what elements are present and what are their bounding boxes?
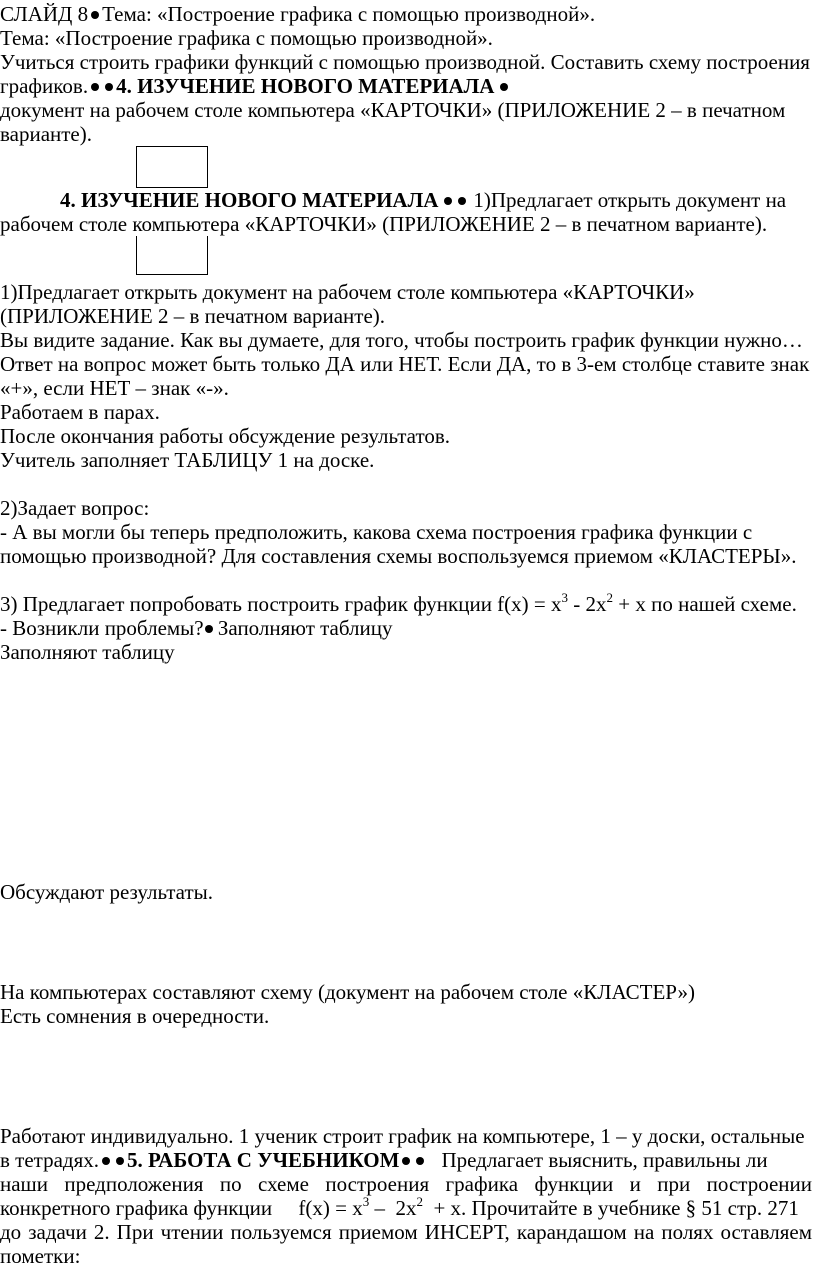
- bullet-icon: [91, 11, 99, 19]
- paragraph-line: Ответ на вопрос может быть только ДА или НЕТ. Если ДА, то в 3-ем столбце ставите знак: [0, 352, 810, 376]
- paragraph-line: пометки:: [0, 1244, 81, 1268]
- bullet-icon: [500, 83, 508, 91]
- goal-line: Учиться строить графики функций с помощью производной. Составить схему построения: [0, 50, 810, 74]
- paragraph-line: в тетрадях. 5. РАБОТА С УЧЕБНИКОМ Предлагает выяснить, правильны ли: [0, 1148, 768, 1172]
- empty-frame: [136, 236, 208, 275]
- doc-line: документ на рабочем столе компьютера «КАРТОЧКИ» (ПРИЛОЖЕНИЕ 2 – в печатном: [0, 98, 786, 122]
- bullet-icon: [458, 197, 466, 205]
- bullet-icon: [116, 1157, 124, 1165]
- paragraph-line: Заполняют таблицу: [0, 640, 175, 664]
- paragraph-line: 1)Предлагает открыть документ на рабочем столе компьютера «КАРТОЧКИ»: [0, 280, 695, 304]
- bullet-icon: [402, 1157, 410, 1165]
- bullet-icon: [205, 625, 213, 633]
- paragraph-line: Обсуждают результаты.: [0, 880, 213, 904]
- topic-line: Тема: «Построение графика с помощью производной».: [0, 26, 493, 50]
- paragraph-line: наши предположения по схеме построения графика функции и при построении: [0, 1172, 812, 1196]
- goal-line-2: графиков. 4. ИЗУЧЕНИЕ НОВОГО МАТЕРИАЛА: [0, 74, 511, 98]
- paragraph-line: Работают индивидуально. 1 ученик строит график на компьютере, 1 – у доски, остальные: [0, 1124, 805, 1148]
- bullet-icon: [416, 1157, 424, 1165]
- bullet-icon: [105, 83, 113, 91]
- paragraph-line: Вы видите задание. Как вы думаете, для того, чтобы построить график функции нужно…: [0, 328, 803, 352]
- paragraph-line: помощью производной? Для составления схемы воспользуемся приемом «КЛАСТЕРЫ».: [0, 544, 797, 568]
- paragraph-line: до задачи 2. При чтении пользуемся приемом ИНСЕРТ, карандашом на полях оставляем: [0, 1220, 812, 1244]
- paragraph-line: Работаем в парах.: [0, 400, 160, 424]
- bullet-icon: [91, 83, 99, 91]
- paragraph-line: (ПРИЛОЖЕНИЕ 2 – в печатном варианте).: [0, 304, 386, 328]
- section4-repeat: 4. ИЗУЧЕНИЕ НОВОГО МАТЕРИАЛА 1)Предлагает открыть документ на: [60, 188, 787, 212]
- paragraph-line: После окончания работы обсуждение результатов.: [0, 424, 451, 448]
- section4-repeat-2: рабочем столе компьютера «КАРТОЧКИ» (ПРИЛОЖЕНИЕ 2 – в печатном варианте).: [0, 212, 768, 236]
- paragraph-line: 2)Задает вопрос:: [0, 496, 150, 520]
- section-title: 4. ИЗУЧЕНИЕ НОВОГО МАТЕРИАЛА: [116, 74, 495, 98]
- formula-line: конкретного графика функции $f(x) = x^3 - 2x^2 + x$. Прочитайте в учебнике § 51 стр. 271: [0, 1194, 799, 1220]
- empty-frame: [136, 146, 208, 188]
- paragraph-line: - А вы могли бы теперь предположить, какова схема построения графика функции с: [0, 520, 753, 544]
- formula-line: 3) Предлагает попробовать построить график функции $f(x) = x^3 - 2x^2 + x$ по нашей схеме.: [0, 590, 797, 616]
- bullet-icon: [102, 1157, 110, 1165]
- paragraph-line: Учитель заполняет ТАБЛИЦУ 1 на доске.: [0, 448, 375, 472]
- paragraph-line: - Возникли проблемы? Заполняют таблицу: [0, 616, 393, 640]
- section-title: 5. РАБОТА С УЧЕБНИКОМ: [127, 1148, 400, 1172]
- slide-header: СЛАЙД 8 Тема: «Построение графика с помощью производной».: [0, 2, 596, 26]
- bullet-icon: [444, 197, 452, 205]
- doc-line-2: варианте).: [0, 122, 92, 146]
- paragraph-line: «+», если НЕТ – знак «-».: [0, 376, 229, 400]
- paragraph-line: Есть сомнения в очередности.: [0, 1004, 270, 1028]
- paragraph-line: На компьютерах составляют схему (документ на рабочем столе «КЛАСТЕР»): [0, 980, 695, 1004]
